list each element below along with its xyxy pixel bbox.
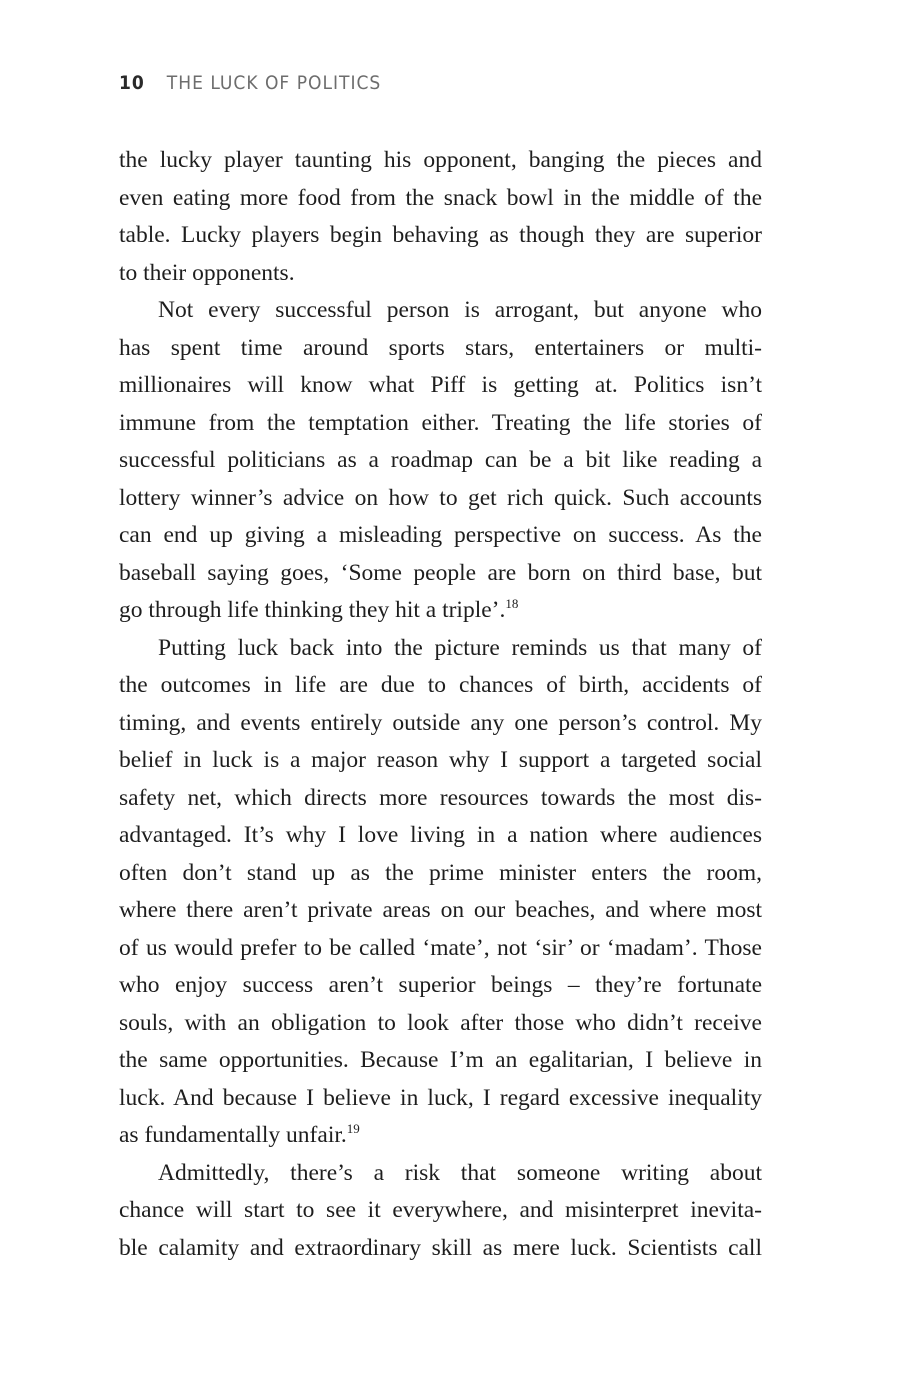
text-line: of us would prefer to be called ‘mate’, not ‘sir’ or ‘madam’. Those <box>119 934 762 961</box>
text-line: timing, and events entirely outside any one person’s control. My <box>119 709 762 736</box>
text-line: advantaged. It’s why I love living in a nation where audiences <box>119 822 762 848</box>
text-line: Putting luck back into the picture reminds us that many of <box>158 634 762 661</box>
text-line: ble calamity and extraordinary skill as mere luck. Scientists call <box>119 1234 762 1261</box>
text-line: as fundamentally unfair.$^{19}$ <box>119 1121 360 1148</box>
text-line: the lucky player taunting his opponent, banging the pieces and <box>119 147 762 173</box>
text-line: the same opportunities. Because I’m an egalitarian, I believe in <box>119 1047 762 1073</box>
text-line: immune from the temptation either. Treating the life stories of <box>119 409 762 436</box>
text-line: chance will start to see it everywhere, and misinterpret inevita- <box>119 1197 762 1223</box>
running-head-title: THE LUCK OF POLITICS <box>166 72 382 94</box>
text-line: can end up giving a misleading perspective on success. As the <box>119 522 762 548</box>
text-line: has spent time around sports stars, entertainers or multi- <box>119 334 762 361</box>
text-line: to their opponents. <box>119 259 295 286</box>
text-line: souls, with an obligation to look after those who didn’t receive <box>119 1009 762 1036</box>
text-line: often don’t stand up as the prime minister enters the room, <box>119 859 762 886</box>
text-line: successful politicians as a roadmap can be a bit like reading a <box>119 447 762 473</box>
text-line: Admittedly, there’s a risk that someone writing about <box>158 1159 762 1186</box>
text-line: who enjoy success aren’t superior beings – they’re fortunate <box>119 972 762 998</box>
text-line: safety net, which directs more resources towards the most dis- <box>119 784 762 811</box>
text-line: go through life thinking they hit a triple’.$^{18}$ <box>119 596 519 623</box>
text-line: the outcomes in life are due to chances of birth, accidents of <box>119 672 762 698</box>
text-line: even eating more food from the snack bowl in the middle of the <box>119 184 762 211</box>
text-line: baseball saying goes, ‘Some people are born on third base, but <box>119 559 762 586</box>
paragraph <box>119 1155 762 1268</box>
text-line: belief in luck is a major reason why I support a targeted social <box>119 747 762 773</box>
body-text <box>119 142 762 1267</box>
text-line: Not every successful person is arrogant, but anyone who <box>158 297 762 323</box>
text-line: lottery winner’s advice on how to get rich quick. Such accounts <box>119 484 762 511</box>
text-line: luck. And because I believe in luck, I regard excessive inequality <box>119 1084 762 1111</box>
paragraph <box>119 292 762 630</box>
paragraph <box>119 142 762 292</box>
text-line: table. Lucky players begin behaving as though they are superior <box>119 222 762 248</box>
text-line: millionaires will know what Piff is getting at. Politics isn’t <box>119 372 762 398</box>
footnote-marker: 19 <box>346 1121 360 1137</box>
text-line: where there aren’t private areas on our beaches, and where most <box>119 897 762 923</box>
page-number: 10 <box>119 72 145 94</box>
paragraph <box>119 630 762 1155</box>
footnote-marker: 18 <box>505 596 519 612</box>
running-head <box>119 72 381 94</box>
